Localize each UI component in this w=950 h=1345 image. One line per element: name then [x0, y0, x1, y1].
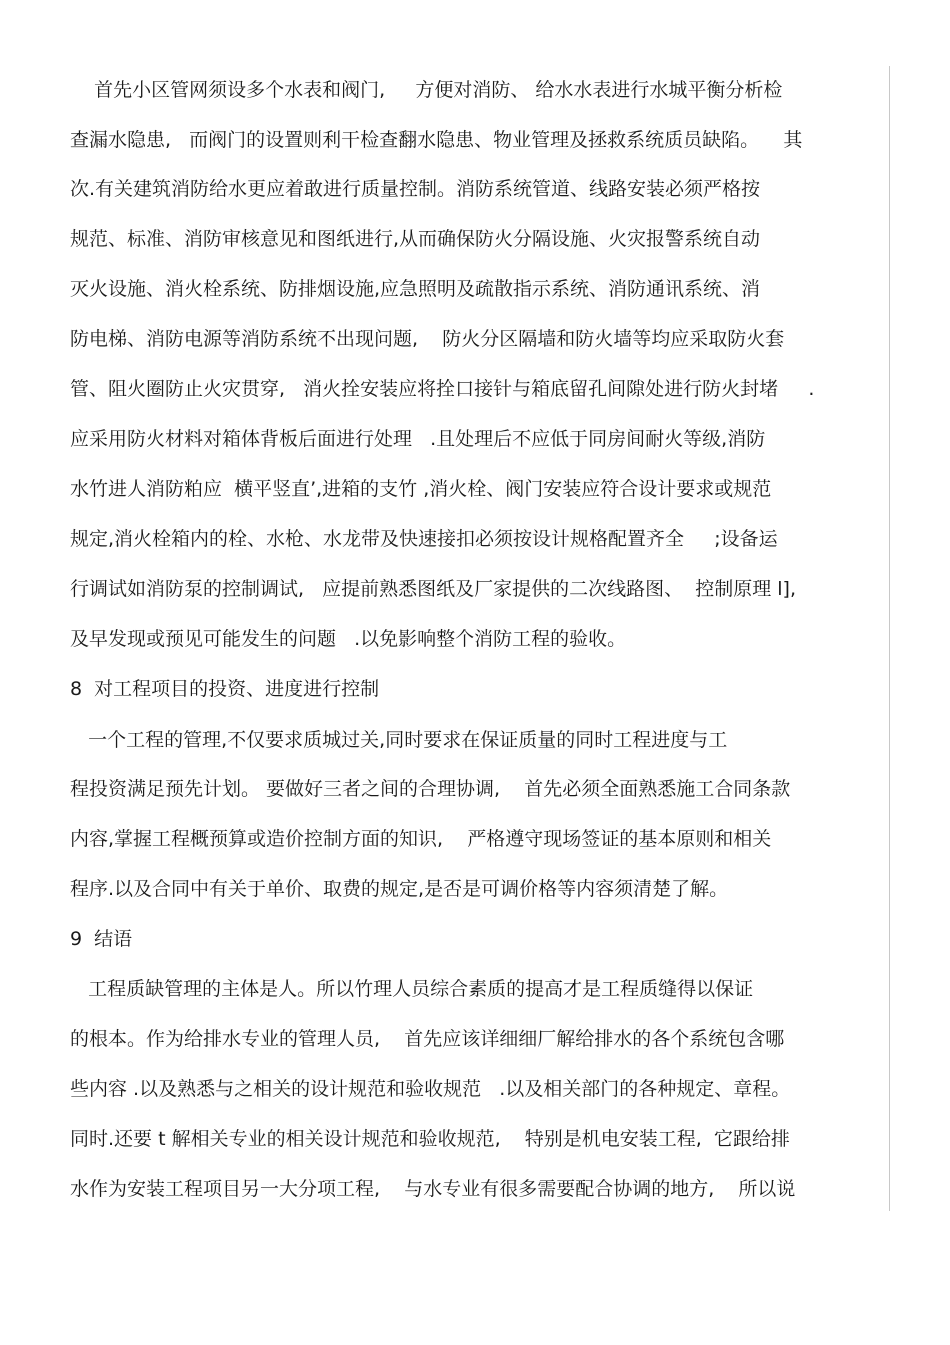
body-text-line: 程序.以及合同中有关于单价、取费的规定,是否是可调价格等内容须清楚了解。 — [70, 878, 729, 900]
body-text-line: 查漏水隐患, 而阀门的设置则利干检查翻水隐患、物业管理及拯救系统质员缺陷。 其 — [70, 129, 803, 151]
body-text-line: 规范、标准、消防审核意见和图纸进行,从而确保防火分隔设施、火灾报警系统自动 — [70, 228, 761, 250]
body-text-line: 灭火设施、消火栓系统、防排烟设施,应急照明及疏散指示系统、消防通讯系统、消 — [70, 278, 761, 300]
body-text-line: 次.有关建筑消防给水更应着敢进行质量控制。消防系统管道、线路安装必须严格按 — [70, 178, 761, 200]
right-margin-rule — [889, 66, 890, 1211]
body-text-line: 些内容 .以及熟悉与之相关的设计规范和验收规范 .以及相关部门的各种规定、章程。 — [70, 1078, 791, 1100]
body-text-line: 管、阻火圈防止火灾贯穿, 消火拴安装应将拴口接针与箱底留孔间隙处进行防火封堵 . — [70, 378, 815, 400]
body-text-line: 内容,掌握工程概预算或造价控制方面的知识, 严格遵守现场签证的基本原则和相关 — [70, 828, 772, 850]
body-text-line: 及早发现或预见可能发生的问题 .以免影响整个消防工程的验收。 — [70, 628, 627, 650]
body-text-line: 水竹进人消防粕应 横平竖直’,进箱的支竹 ,消火栓、阀门安装应符合设计要求或规范 — [70, 478, 772, 500]
section-heading-9: 9 结语 — [70, 928, 133, 950]
body-text-line: 水作为安装工程项目另一大分项工程, 与水专业有很多需要配合协调的地方, 所以说 — [70, 1178, 796, 1200]
body-text-line: 首先小区管网须设多个水表和阀门, 方便对消防、 给水水表进行水城平衡分析检 — [70, 79, 783, 101]
body-text-line: 防电梯、消防电源等消防系统不出现问题, 防火分区隔墙和防火墙等均应采取防火套 — [70, 328, 785, 350]
body-text-line: 的根本。作为给排水专业的管理人员, 首先应该详细细厂解给排水的各个系统包含哪 — [70, 1028, 785, 1050]
body-text-line: 程投资满足预先计划。 要做好三者之间的合理协调, 首先必须全面熟悉施工合同条款 — [70, 778, 791, 800]
body-text-line: 规定,消火栓箱内的栓、水枪、水龙带及快速接扣必须按设计规格配置齐全 ;设备运 — [70, 528, 778, 550]
body-text-line: 一个工程的管理,不仅要求质城过关,同时要求在保证质量的同时工程进度与工 — [70, 729, 728, 751]
body-text-line: 同时.还要 t 解相关专业的相关设计规范和验收规范, 特别是机电安装工程, 它跟给排 — [70, 1128, 790, 1150]
section-heading-8: 8 对工程项目的投资、进度进行控制 — [70, 678, 380, 700]
body-text-line: 工程质缺管理的主体是人。所以竹理人员综合素质的提高才是工程质缝得以保证 — [70, 978, 754, 1000]
body-text-line: 行调试如消防泵的控制调试, 应提前熟悉图纸及厂家提供的二次线路图、 控制原理 l], — [70, 578, 797, 600]
body-text-line: 应采用防火材料对箱体背板后面进行处理 .且处理后不应低于同房间耐火等级,消防 — [70, 428, 766, 450]
